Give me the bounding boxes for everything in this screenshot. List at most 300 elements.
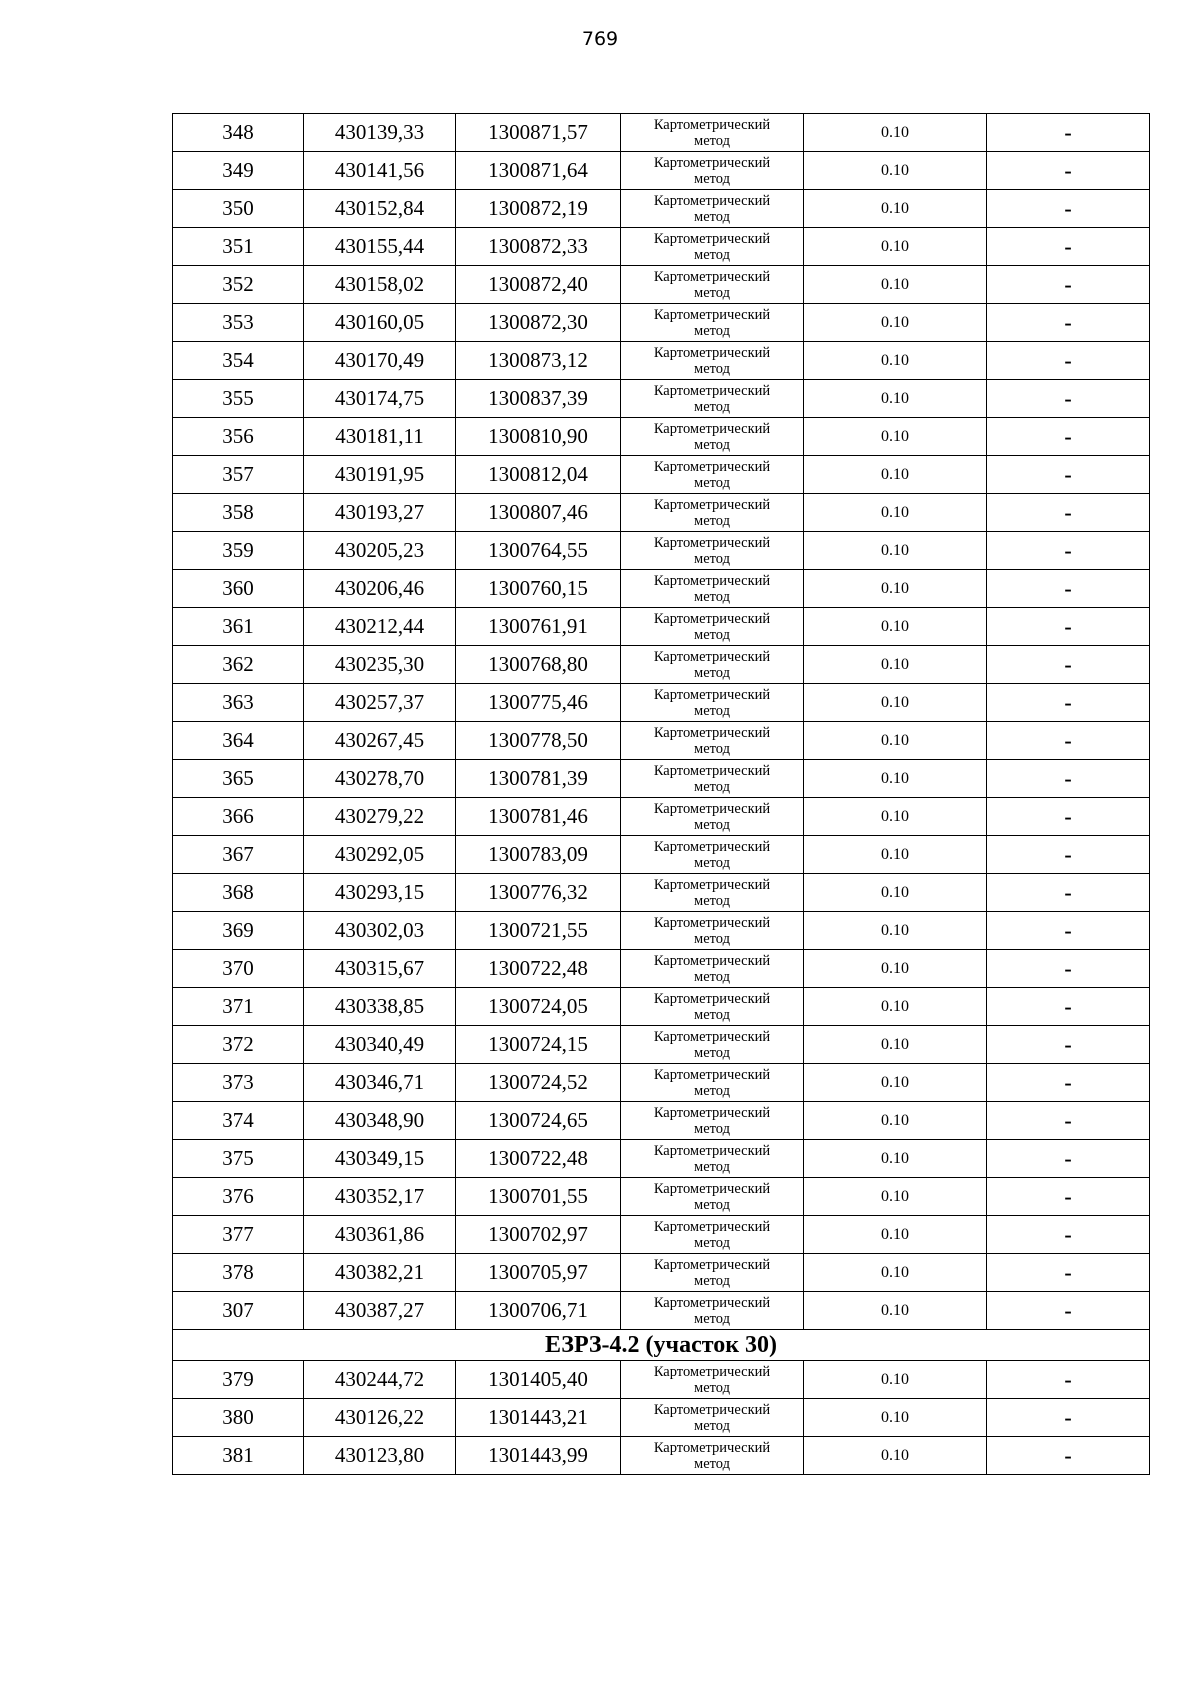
method-cell: [621, 988, 804, 1026]
section-header-row: [173, 1330, 1150, 1361]
method-cell: [621, 798, 804, 836]
y-coordinate-cell: 1300722,48: [456, 950, 621, 988]
method-line2: метод: [694, 778, 730, 795]
method-line1: Картометрический: [653, 1218, 771, 1235]
method-cell: [621, 1361, 804, 1399]
table-row: [173, 912, 1150, 950]
note-cell: -: [987, 760, 1150, 798]
table-row: [173, 1254, 1150, 1292]
x-coordinate-cell: 430387,27: [304, 1292, 456, 1330]
point-number-cell: 349: [173, 152, 304, 190]
point-number-cell: 361: [173, 608, 304, 646]
method-cell: [621, 1292, 804, 1330]
y-coordinate-cell: 1300764,55: [456, 532, 621, 570]
point-number-cell: 355: [173, 380, 304, 418]
note-cell: -: [987, 342, 1150, 380]
method-line2: метод: [694, 1120, 730, 1137]
method-line2: метод: [694, 512, 730, 529]
y-coordinate-cell: 1300701,55: [456, 1178, 621, 1216]
method-line2: метод: [694, 398, 730, 415]
method-cell: [621, 380, 804, 418]
point-number-cell: 363: [173, 684, 304, 722]
note-cell: -: [987, 152, 1150, 190]
method-line1: Картометрический: [653, 1066, 771, 1083]
point-number-cell: 374: [173, 1102, 304, 1140]
method-line2: метод: [694, 170, 730, 187]
y-coordinate-cell: 1300761,91: [456, 608, 621, 646]
method-line2: метод: [694, 1455, 730, 1472]
method-line2: метод: [694, 892, 730, 909]
method-line1: Картометрический: [653, 838, 771, 855]
point-number-cell: 370: [173, 950, 304, 988]
x-coordinate-cell: 430155,44: [304, 228, 456, 266]
method-line2: метод: [694, 1158, 730, 1175]
table-row: [173, 342, 1150, 380]
accuracy-cell: 0.10: [804, 342, 987, 380]
table-row: [173, 798, 1150, 836]
x-coordinate-cell: 430235,30: [304, 646, 456, 684]
accuracy-cell: 0.10: [804, 532, 987, 570]
table-row: [173, 608, 1150, 646]
x-coordinate-cell: 430340,49: [304, 1026, 456, 1064]
accuracy-cell: 0.10: [804, 1064, 987, 1102]
x-coordinate-cell: 430212,44: [304, 608, 456, 646]
x-coordinate-cell: 430244,72: [304, 1361, 456, 1399]
method-line1: Картометрический: [653, 1363, 771, 1380]
note-cell: -: [987, 570, 1150, 608]
point-number-cell: 356: [173, 418, 304, 456]
point-number-cell: 368: [173, 874, 304, 912]
method-line1: Картометрический: [653, 610, 771, 627]
accuracy-cell: 0.10: [804, 988, 987, 1026]
table-row: [173, 1064, 1150, 1102]
method-line2: метод: [694, 740, 730, 757]
point-number-cell: 373: [173, 1064, 304, 1102]
method-cell: [621, 1399, 804, 1437]
method-cell: [621, 912, 804, 950]
method-cell: [621, 1026, 804, 1064]
y-coordinate-cell: 1300871,57: [456, 114, 621, 152]
table-row: [173, 1140, 1150, 1178]
table-row: [173, 646, 1150, 684]
method-cell: [621, 1216, 804, 1254]
method-cell: [621, 608, 804, 646]
note-cell: -: [987, 456, 1150, 494]
y-coordinate-cell: 1300837,39: [456, 380, 621, 418]
x-coordinate-cell: 430352,17: [304, 1178, 456, 1216]
method-line1: Картометрический: [653, 1028, 771, 1045]
point-number-cell: 354: [173, 342, 304, 380]
x-coordinate-cell: 430126,22: [304, 1399, 456, 1437]
note-cell: -: [987, 1292, 1150, 1330]
note-cell: -: [987, 532, 1150, 570]
x-coordinate-cell: 430382,21: [304, 1254, 456, 1292]
x-coordinate-cell: 430338,85: [304, 988, 456, 1026]
x-coordinate-cell: 430174,75: [304, 380, 456, 418]
accuracy-cell: 0.10: [804, 304, 987, 342]
method-line1: Картометрический: [653, 306, 771, 323]
point-number-cell: 371: [173, 988, 304, 1026]
table-row: [173, 988, 1150, 1026]
x-coordinate-cell: 430205,23: [304, 532, 456, 570]
y-coordinate-cell: 1300724,52: [456, 1064, 621, 1102]
point-number-cell: 362: [173, 646, 304, 684]
point-number-cell: 348: [173, 114, 304, 152]
point-number-cell: 380: [173, 1399, 304, 1437]
x-coordinate-cell: 430123,80: [304, 1437, 456, 1475]
method-line2: метод: [694, 246, 730, 263]
method-cell: [621, 1437, 804, 1475]
x-coordinate-cell: 430267,45: [304, 722, 456, 760]
point-number-cell: 351: [173, 228, 304, 266]
accuracy-cell: 0.10: [804, 152, 987, 190]
table-row: [173, 380, 1150, 418]
table-row: [173, 152, 1150, 190]
method-line2: метод: [694, 1082, 730, 1099]
method-line2: метод: [694, 664, 730, 681]
point-number-cell: 365: [173, 760, 304, 798]
y-coordinate-cell: 1300760,15: [456, 570, 621, 608]
accuracy-cell: 0.10: [804, 190, 987, 228]
point-number-cell: 381: [173, 1437, 304, 1475]
table-row: [173, 570, 1150, 608]
method-line2: метод: [694, 1006, 730, 1023]
note-cell: -: [987, 608, 1150, 646]
point-number-cell: 360: [173, 570, 304, 608]
note-cell: -: [987, 912, 1150, 950]
point-number-cell: 364: [173, 722, 304, 760]
x-coordinate-cell: 430349,15: [304, 1140, 456, 1178]
table-row: [173, 114, 1150, 152]
note-cell: -: [987, 1064, 1150, 1102]
table-row: [173, 456, 1150, 494]
y-coordinate-cell: 1301443,99: [456, 1437, 621, 1475]
point-number-cell: 358: [173, 494, 304, 532]
note-cell: -: [987, 418, 1150, 456]
point-number-cell: 369: [173, 912, 304, 950]
y-coordinate-cell: 1300722,48: [456, 1140, 621, 1178]
method-line1: Картометрический: [653, 800, 771, 817]
note-cell: -: [987, 494, 1150, 532]
note-cell: -: [987, 1216, 1150, 1254]
point-number-cell: 376: [173, 1178, 304, 1216]
x-coordinate-cell: 430257,37: [304, 684, 456, 722]
method-cell: [621, 950, 804, 988]
table-row: [173, 190, 1150, 228]
point-number-cell: 352: [173, 266, 304, 304]
note-cell: -: [987, 266, 1150, 304]
method-line1: Картометрический: [653, 990, 771, 1007]
table-row: [173, 1399, 1150, 1437]
point-number-cell: 357: [173, 456, 304, 494]
x-coordinate-cell: 430139,33: [304, 114, 456, 152]
method-line2: метод: [694, 1310, 730, 1327]
method-line1: Картометрический: [653, 1256, 771, 1273]
accuracy-cell: 0.10: [804, 1216, 987, 1254]
method-cell: [621, 1254, 804, 1292]
method-cell: [621, 646, 804, 684]
note-cell: -: [987, 1102, 1150, 1140]
method-cell: [621, 722, 804, 760]
x-coordinate-cell: 430361,86: [304, 1216, 456, 1254]
y-coordinate-cell: 1300873,12: [456, 342, 621, 380]
method-line1: Картометрический: [653, 458, 771, 475]
accuracy-cell: 0.10: [804, 228, 987, 266]
method-line2: метод: [694, 702, 730, 719]
method-cell: [621, 684, 804, 722]
method-line2: метод: [694, 208, 730, 225]
method-cell: [621, 304, 804, 342]
point-number-cell: 367: [173, 836, 304, 874]
method-cell: [621, 342, 804, 380]
accuracy-cell: 0.10: [804, 608, 987, 646]
table-row: [173, 532, 1150, 570]
method-line1: Картометрический: [653, 230, 771, 247]
y-coordinate-cell: 1300702,97: [456, 1216, 621, 1254]
method-line1: Картометрический: [653, 1401, 771, 1418]
method-line2: метод: [694, 132, 730, 149]
point-number-cell: 377: [173, 1216, 304, 1254]
method-line2: метод: [694, 588, 730, 605]
accuracy-cell: 0.10: [804, 760, 987, 798]
y-coordinate-cell: 1300778,50: [456, 722, 621, 760]
accuracy-cell: 0.10: [804, 684, 987, 722]
method-line2: метод: [694, 1044, 730, 1061]
method-line1: Картометрический: [653, 686, 771, 703]
method-cell: [621, 1178, 804, 1216]
accuracy-cell: 0.10: [804, 1292, 987, 1330]
point-number-cell: 379: [173, 1361, 304, 1399]
coordinates-table: [172, 113, 1150, 1475]
y-coordinate-cell: 1300775,46: [456, 684, 621, 722]
x-coordinate-cell: 430315,67: [304, 950, 456, 988]
note-cell: -: [987, 950, 1150, 988]
accuracy-cell: 0.10: [804, 380, 987, 418]
accuracy-cell: 0.10: [804, 950, 987, 988]
y-coordinate-cell: 1300872,30: [456, 304, 621, 342]
method-line1: Картометрический: [653, 192, 771, 209]
y-coordinate-cell: 1301405,40: [456, 1361, 621, 1399]
table-row: [173, 1292, 1150, 1330]
method-cell: [621, 456, 804, 494]
table-row: [173, 950, 1150, 988]
method-line2: метод: [694, 1417, 730, 1434]
point-number-cell: 353: [173, 304, 304, 342]
y-coordinate-cell: 1300781,39: [456, 760, 621, 798]
note-cell: -: [987, 722, 1150, 760]
note-cell: -: [987, 380, 1150, 418]
x-coordinate-cell: 430279,22: [304, 798, 456, 836]
note-cell: -: [987, 1254, 1150, 1292]
table-row: [173, 1361, 1150, 1399]
coordinates-table-body: [173, 114, 1150, 1475]
note-cell: -: [987, 190, 1150, 228]
table-row: [173, 1178, 1150, 1216]
method-line2: метод: [694, 360, 730, 377]
table-row: [173, 722, 1150, 760]
x-coordinate-cell: 430170,49: [304, 342, 456, 380]
note-cell: -: [987, 1178, 1150, 1216]
note-cell: -: [987, 988, 1150, 1026]
accuracy-cell: 0.10: [804, 836, 987, 874]
method-line2: метод: [694, 1196, 730, 1213]
point-number-cell: 307: [173, 1292, 304, 1330]
method-cell: [621, 114, 804, 152]
note-cell: -: [987, 646, 1150, 684]
x-coordinate-cell: 430206,46: [304, 570, 456, 608]
method-line1: Картометрический: [653, 914, 771, 931]
x-coordinate-cell: 430302,03: [304, 912, 456, 950]
accuracy-cell: 0.10: [804, 1437, 987, 1475]
method-cell: [621, 1140, 804, 1178]
x-coordinate-cell: 430278,70: [304, 760, 456, 798]
method-line1: Картометрический: [653, 1180, 771, 1197]
note-cell: -: [987, 1361, 1150, 1399]
method-line1: Картометрический: [653, 762, 771, 779]
table-row: [173, 228, 1150, 266]
accuracy-cell: 0.10: [804, 1026, 987, 1064]
point-number-cell: 375: [173, 1140, 304, 1178]
accuracy-cell: 0.10: [804, 798, 987, 836]
table-row: [173, 266, 1150, 304]
accuracy-cell: 0.10: [804, 874, 987, 912]
x-coordinate-cell: 430348,90: [304, 1102, 456, 1140]
accuracy-cell: 0.10: [804, 114, 987, 152]
note-cell: -: [987, 836, 1150, 874]
table-row: [173, 1437, 1150, 1475]
method-line2: метод: [694, 816, 730, 833]
method-line1: Картометрический: [653, 382, 771, 399]
note-cell: -: [987, 228, 1150, 266]
y-coordinate-cell: 1300781,46: [456, 798, 621, 836]
method-line1: Картометрический: [653, 1439, 771, 1456]
accuracy-cell: 0.10: [804, 1178, 987, 1216]
x-coordinate-cell: 430158,02: [304, 266, 456, 304]
y-coordinate-cell: 1300705,97: [456, 1254, 621, 1292]
note-cell: -: [987, 684, 1150, 722]
method-line2: метод: [694, 1234, 730, 1251]
point-number-cell: 378: [173, 1254, 304, 1292]
method-line1: Картометрический: [653, 1142, 771, 1159]
method-line1: Картометрический: [653, 876, 771, 893]
method-line2: метод: [694, 854, 730, 871]
section-title: ЕЗРЗ-4.2 (участок 30): [173, 1330, 1150, 1361]
x-coordinate-cell: 430191,95: [304, 456, 456, 494]
accuracy-cell: 0.10: [804, 418, 987, 456]
method-line1: Картометрический: [653, 724, 771, 741]
x-coordinate-cell: 430292,05: [304, 836, 456, 874]
note-cell: -: [987, 1437, 1150, 1475]
method-cell: [621, 760, 804, 798]
point-number-cell: 372: [173, 1026, 304, 1064]
y-coordinate-cell: 1300810,90: [456, 418, 621, 456]
method-line1: Картометрический: [653, 268, 771, 285]
y-coordinate-cell: 1300721,55: [456, 912, 621, 950]
note-cell: -: [987, 1140, 1150, 1178]
y-coordinate-cell: 1300776,32: [456, 874, 621, 912]
method-line2: метод: [694, 968, 730, 985]
table-row: [173, 1026, 1150, 1064]
y-coordinate-cell: 1301443,21: [456, 1399, 621, 1437]
method-cell: [621, 228, 804, 266]
x-coordinate-cell: 430293,15: [304, 874, 456, 912]
point-number-cell: 350: [173, 190, 304, 228]
method-line2: метод: [694, 550, 730, 567]
accuracy-cell: 0.10: [804, 456, 987, 494]
method-line2: метод: [694, 930, 730, 947]
page-number: 769: [581, 28, 619, 50]
table-row: [173, 494, 1150, 532]
note-cell: -: [987, 1399, 1150, 1437]
accuracy-cell: 0.10: [804, 1361, 987, 1399]
method-line1: Картометрический: [653, 572, 771, 589]
method-line2: метод: [694, 626, 730, 643]
method-cell: [621, 874, 804, 912]
method-cell: [621, 494, 804, 532]
note-cell: -: [987, 798, 1150, 836]
y-coordinate-cell: 1300724,15: [456, 1026, 621, 1064]
method-line1: Картометрический: [653, 534, 771, 551]
y-coordinate-cell: 1300871,64: [456, 152, 621, 190]
method-cell: [621, 418, 804, 456]
note-cell: -: [987, 114, 1150, 152]
x-coordinate-cell: 430193,27: [304, 494, 456, 532]
note-cell: -: [987, 1026, 1150, 1064]
y-coordinate-cell: 1300812,04: [456, 456, 621, 494]
y-coordinate-cell: 1300768,80: [456, 646, 621, 684]
x-coordinate-cell: 430346,71: [304, 1064, 456, 1102]
method-line2: метод: [694, 284, 730, 301]
method-line1: Картометрический: [653, 344, 771, 361]
table-row: [173, 874, 1150, 912]
method-line2: метод: [694, 474, 730, 491]
note-cell: -: [987, 874, 1150, 912]
table-row: [173, 1102, 1150, 1140]
accuracy-cell: 0.10: [804, 1102, 987, 1140]
accuracy-cell: 0.10: [804, 1140, 987, 1178]
method-line2: метод: [694, 1272, 730, 1289]
accuracy-cell: 0.10: [804, 646, 987, 684]
method-line2: метод: [694, 436, 730, 453]
x-coordinate-cell: 430152,84: [304, 190, 456, 228]
method-cell: [621, 152, 804, 190]
method-cell: [621, 532, 804, 570]
method-line1: Картометрический: [653, 1294, 771, 1311]
method-line1: Картометрический: [653, 1104, 771, 1121]
method-line1: Картометрический: [653, 116, 771, 133]
table-row: [173, 1216, 1150, 1254]
method-line1: Картометрический: [653, 496, 771, 513]
method-cell: [621, 1102, 804, 1140]
y-coordinate-cell: 1300724,05: [456, 988, 621, 1026]
note-cell: -: [987, 304, 1150, 342]
method-line2: метод: [694, 322, 730, 339]
method-cell: [621, 190, 804, 228]
method-line1: Картометрический: [653, 154, 771, 171]
table-row: [173, 760, 1150, 798]
x-coordinate-cell: 430181,11: [304, 418, 456, 456]
x-coordinate-cell: 430160,05: [304, 304, 456, 342]
y-coordinate-cell: 1300872,40: [456, 266, 621, 304]
method-cell: [621, 570, 804, 608]
method-cell: [621, 836, 804, 874]
y-coordinate-cell: 1300807,46: [456, 494, 621, 532]
accuracy-cell: 0.10: [804, 570, 987, 608]
x-coordinate-cell: 430141,56: [304, 152, 456, 190]
table-row: [173, 304, 1150, 342]
method-line1: Картометрический: [653, 420, 771, 437]
method-line1: Картометрический: [653, 952, 771, 969]
